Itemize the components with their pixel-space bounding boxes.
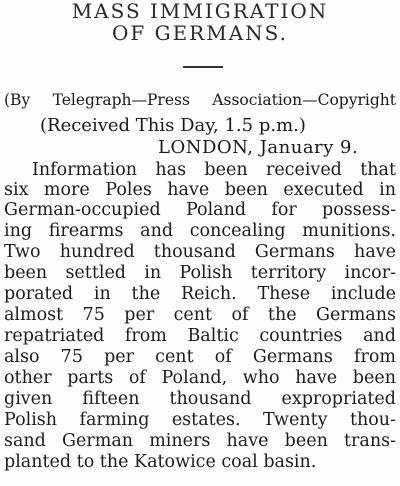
body-line: Two hundred thousand Germans have [4, 242, 396, 262]
body-line: German-occupied Poland for possess- [4, 200, 396, 220]
body-line: given fifteen thousand expropriated [4, 389, 396, 409]
body-line: six more Poles have been executed in [4, 180, 396, 200]
press-credit: (By Telegraph—Press Association—Copyright [4, 91, 396, 109]
received-time: (Received This Day, 1.5 p.m.) [40, 115, 306, 136]
body-line: ing firearms and concealing munitions. [4, 221, 396, 241]
headline-divider [183, 66, 223, 68]
headline-line-2: OF GERMANS. [111, 21, 289, 45]
body-line: Polish farming estates. Twenty thou- [4, 410, 396, 430]
body-line: almost 75 per cent of the Germans [4, 305, 396, 325]
body-line: other parts of Poland, who have been [4, 368, 396, 388]
body-line: repatriated from Baltic countries and [4, 326, 396, 346]
body-line: planted to the Katowice coal basin. [4, 452, 317, 472]
body-line: porated in the Reich. These include [4, 284, 396, 304]
dateline: LONDON, January 9. [158, 137, 359, 158]
headline-line-1: MASS IMMIGRATION [71, 0, 329, 23]
body-line: also 75 per cent of Germans from [4, 347, 396, 367]
body-line: sand German miners have been trans- [4, 431, 396, 451]
body-line: been settled in Polish territory incor- [4, 263, 396, 283]
body-line: Information has been received that [32, 160, 396, 180]
